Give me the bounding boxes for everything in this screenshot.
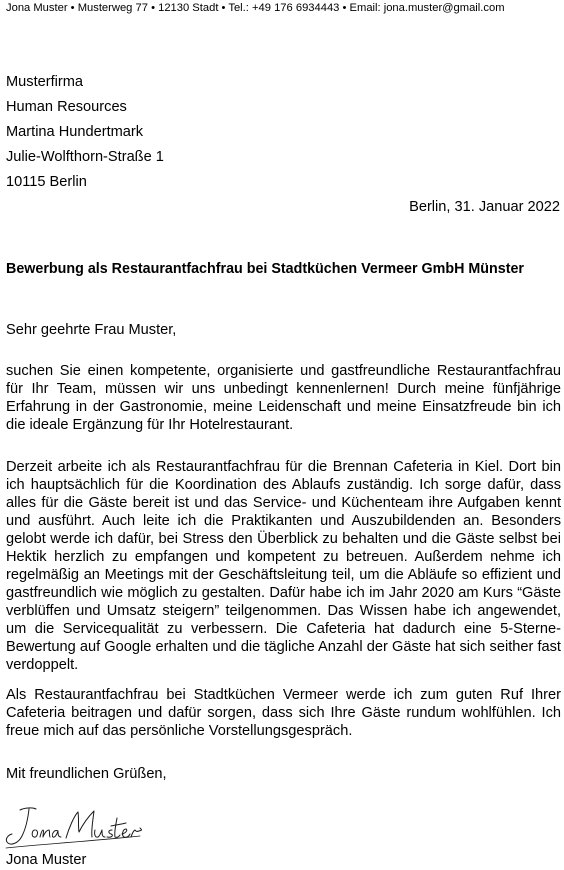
recipient-address [6, 70, 164, 195]
body-paragraph-1: suchen Sie einen kompetente, organisierte und gastfreundliche Restaurantfachfrau für Ihr Team, müssen wir uns unbedingt kennenlernen! Durch meine fünfjährige Erfahrung in der Gastronomie, meine Leidenschaft und meine Einsatzfreude bin ich die ideale Ergänzung für Ihr Hotelrestaurant. [6, 363, 561, 433]
signer-name: Jona Muster [6, 852, 87, 868]
handwritten-signature [2, 804, 152, 850]
body-paragraph-3: Als Restaurantfachfrau bei Stadtküchen Vermeer werde ich zum guten Ruf Ihrer Cafeteria beitragen und dafür sorgen, dass sich Ihre Gäste rundum wohlfühlen. Ich freue mich auf das persönliche Vorstellungsgespräch. [6, 687, 561, 739]
recipient-name: Martina Hundertmark [6, 124, 144, 140]
recipient-city: 10115 Berlin [6, 174, 87, 190]
closing-phrase: Mit freundlichen Grüßen, [6, 766, 167, 782]
letter-date: Berlin, 31. Januar 2022 [409, 199, 560, 215]
signature-strokes [6, 808, 142, 848]
recipient-company: Musterfirma [6, 74, 84, 90]
body-paragraph-2: Derzeit arbeite ich als Restaurantfachfrau für die Brennan Cafeteria in Kiel. Dort bin ich hauptsächlich für die Koordination des Ablaufs zuständig. Ich sorge dafür, dass alles für die Gäste bereit ist und das Service- und Küchenteam ihre Aufgaben kennt und ausführt. Auch leite ich die Praktikanten und Auszubildenden an. Besonders gelobt werde ich dafür, bei Stress den Überblick zu behalten und die Gäste selbst bei Hektik herzlich zu empfangen und kompetent zu betreuen. Außerdem nehme ich regelmäßig an Meetings mit der Geschäftsleitung teil, um die Abläufe so effizient und gastfreundlich wie möglich zu gestalten. Dafür habe ich im Jahr 2020 am Kurs “Gäste verblüffen und Umsatz steigern” teilgenommen. Das Wissen habe ich angewendet, um die Servicequalität zu verbessern. Die Cafeteria hat dadurch eine 5-Sterne-Bewertung auf Google erhalten und die tägliche Anzahl der Gäste hat sich seither fast verdoppelt. [6, 459, 561, 673]
salutation: Sehr geehrte Frau Muster, [6, 322, 177, 338]
letter-subject: Bewerbung als Restaurantfachfrau bei Stadtküchen Vermeer GmbH Münster [6, 261, 524, 277]
recipient-street: Julie-Wolfthorn-Straße 1 [6, 149, 164, 165]
recipient-department: Human Resources [6, 99, 127, 115]
sender-contact-line: Jona Muster • Musterweg 77 • 12130 Stadt • Tel.: +49 176 6934443 • Email: jona.muster@gmail.com [6, 2, 505, 14]
